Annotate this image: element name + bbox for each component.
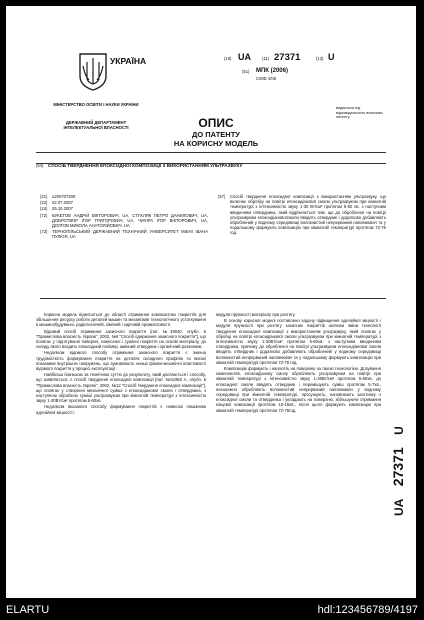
footer-handle: hdl:123456789/4197 xyxy=(317,604,418,616)
ipc-code: C09D 4/06 xyxy=(256,76,277,81)
patent-owner: ТЕРНОПІЛЬСЬКИЙ ДЕРЖАВНИЙ ТЕХНІЧНИЙ УНІВЕРСИТЕТ ІМЕНІ ІВАНА ПУЛЮЯ, UA xyxy=(52,229,208,240)
mpk-label: МПК (2006) xyxy=(256,68,288,74)
bibliographic-data xyxy=(40,194,208,241)
document-title: ОПИС xyxy=(198,116,234,130)
patent-kind: U xyxy=(328,52,335,62)
biblio-entry: (72) БУКЕТОВ АНДРІЙ ВІКТОРОВИЧ, UA, СТУХЛЯК ПЕТРО ДАНИЛОВИЧ, UA, ДОБРОТВОР ІГОР ГРИГОРОВИЧ, UA, ЧИХІРА ІГОР ВІКТОРОВИЧ, UA, ДОЛГОВ МИКОЛА АНАТОЛІЙОВИЧ, UA xyxy=(40,212,208,229)
description-paragraph: Недоліком вказаного способу формування покриттів є невисокі показники адгезійної міцності і xyxy=(36,404,206,415)
biblio-entry: (24) 25.10.2007 xyxy=(40,206,73,212)
description-paragraph: Найбільш близькою за технічною суттю до результату, який досягається і способу, що заявляється, є спосіб твердненя епоксидної композиції [пат. №51962 А, опубл. в "Промислова власність Україні", 2002, №12 "Спосіб твердненя епоксидної композиції"], що полягає у створенні механічної суміші з епоксидіанової смоли і отвердника, з наступною обробкою суміші ультразвуком при кімнатній температурі з інтенсивністю звуку 1-30Вт/см² протягом 5-60хв. xyxy=(36,372,206,404)
document-subtitle-1: ДО ПАТЕНТУ xyxy=(192,130,240,139)
claim-text: Спосіб твердненя епоксидної композиції з використанням ультразвуку, що включає обробку на повітрі епоксидіанової смоли ультразвуком при кімнатній температурі з інтенсивністю звуку 1-30 Вт/см² протягом 5-60 хв. з наступним введенням отвердника, який відрізняється тим, що до обробленої на повітрі ультразвуком епоксидіановоїсмоли вводять отвердник і додатково добавляють оброблений у водному середовищі волокнистий непрерваний наповнювач та у подальшому формують композицію при кімнатній температурі протягом 72-76 год. xyxy=(230,194,386,236)
description-column-1 xyxy=(36,312,206,416)
description-paragraph: Композицію формують і наносять на поверхню за такою технологією. Дозування компонентів, епоксидіанову смолу обробляють ультразвуком на повітрі при кімнатній температурі з інтенсивністю звуку 1-30Вт/см² протягом 5-60хв, до епоксидної смоли вводять отвердник і перемішують суміш протягом 5-7хв., незалежно обробляють волокнистий непрерваний наповнювач у водному середовищі при кімнатній температурі, просушують, наповнюють заготовку з епоксидної смоли та отвердника і укладають на поверхню, збільшуючи отримання кінцевої композиції протягом 10-15хв., після цього формують композицію при кімнатній температурі протягом 72-76год. xyxy=(216,366,381,413)
description-paragraph: Корисна модель відноситься до області отримання композитних покриттів для збільшення ресурсу роботи деталей машин та механізмів технологічного устаткування в машинобудуванні, радіотехнічній, хімічній і харчовій промисловості. xyxy=(36,312,206,328)
description-paragraph: Відомий спосіб отримання захисного покриття [пат. №49040, опубл. в "Промислова власність Україні", 2002, №6 "Спосіб одержання захисного покриття"], що полягає у підготуванні поверхні, нанесенні і сушінні покриття на основі матеріалу, до складу якого входить епоксидний полімер, амінний отвердник і органічний розчинник. xyxy=(36,328,206,350)
country-name: УКРАЇНА xyxy=(110,56,147,66)
publication-note: видається під відповідальність власника патенту xyxy=(336,106,383,120)
viewer-footer xyxy=(0,600,424,620)
biblio-entry: (73) ТЕРНОПІЛЬСЬКИЙ ДЕРЖАВНИЙ ТЕХНІЧНИЙ УНІВЕРСИТЕТ ІМЕНІ ІВАНА ПУЛЮЯ, UA xyxy=(40,229,208,240)
classification-block: (51) МПК (2006) C09D 4/06 xyxy=(242,68,288,81)
document-subtitle-2: НА КОРИСНУ МОДЕЛЬ xyxy=(173,139,259,148)
description-column-2 xyxy=(216,312,381,414)
coat-of-arms-icon xyxy=(78,52,108,92)
invention-title-row: (54) СПОСІБ ТВЕРДНЕННЯ ЕПОКСИДНОЇ КОМПОЗИЦІЇ З ВИКОРИСТАННЯМ УЛЬТРАЗВУКУ xyxy=(36,163,243,168)
biblio-entry: (21) u200707308 xyxy=(40,194,76,199)
patent-page xyxy=(6,6,416,598)
patent-number: 27371 xyxy=(274,52,301,63)
description-paragraph: модуля пружності матеріалу при розтягу. xyxy=(216,312,296,317)
footer-source: ELARTU xyxy=(6,604,50,616)
inventors: БУКЕТОВ АНДРІЙ ВІКТОРОВИЧ, UA, СТУХЛЯК ПЕТРО ДАНИЛОВИЧ, UA, ДОБРОТВОР ІГОР ГРИГОРОВИЧ, UA, ЧИХІРА ІГОР ВІКТОРОВИЧ, UA, ДОЛГОВ МИКОЛА АНАТОЛІЙОВИЧ, UA xyxy=(52,212,208,229)
side-patent-code: UA 27371 U xyxy=(390,426,406,516)
biblio-entry: (22) 02.07.2007 xyxy=(40,200,73,206)
description-paragraph: В основу корисної моделі поставлено задачу підвищення адгезійної міцності і модуля пружності при розтягу захисних покриттів шляхом зміни технології твердненя епоксидної композиції з використанням ультразвуку, який полягає у обробці на повітрі епоксидіанової смоли ультразвуком при кімнатній температурі з інтенсивністю звуку 1-30Вт/см² протягом 5-60хв. з наступним введенням отвердника, причому до обробленої на повітрі ультразвуком епоксидіанової смоли вводять отвердник і додатково добавляють оброблений у водному середовищі волокнистий непрерваний наповнювач та у подальшому формують композицію при кімнатній температурі протягом 72-76 год. xyxy=(216,318,381,365)
side-patent-number: 27371 xyxy=(390,447,406,487)
department-name: ДЕРЖАВНИЙ ДЕПАРТАМЕНТ ІНТЕЛЕКТУАЛЬНОЇ ВЛАСНОСТІ xyxy=(63,120,129,131)
patent-number-block: (19) UA (11) 27371 (13) U xyxy=(224,52,335,63)
description-paragraph: Недоліком відомого способу отримання захисного покриття є значна трудомісткість формування покриття на деталях складного профілю та високі показники внутрішніх напружень, що зумовлюють низькі фізико-механічні властивості відомого покриття у процесі експлуатації. xyxy=(36,350,206,372)
invention-title: СПОСІБ ТВЕРДНЕННЯ ЕПОКСИДНОЇ КОМПОЗИЦІЇ З ВИКОРИСТАННЯМ УЛЬТРАЗВУКУ xyxy=(47,163,243,168)
ministry-name: МІНІСТЕРСТВО ОСВІТИ І НАУКИ УКРАЇНИ xyxy=(53,102,139,107)
claim-block: (57) Спосіб твердненя епоксидної композиції з використанням ультразвуку, що включає обробку на повітрі епоксидіанової смоли ультразвуком при кімнатній температурі з інтенсивністю звуку 1-30 Вт/см² протягом 5-60 хв. з наступним введенням отвердника, який відрізняється тим, що до обробленої на повітрі ультразвуком епоксидіановоїсмоли вводять отвердник і додатково добавляють оброблений у водному середовищі волокнистий непрерваний наповнювач та у подальшому формують композицію при кімнатній температурі протягом 72-76 год. xyxy=(218,194,386,236)
